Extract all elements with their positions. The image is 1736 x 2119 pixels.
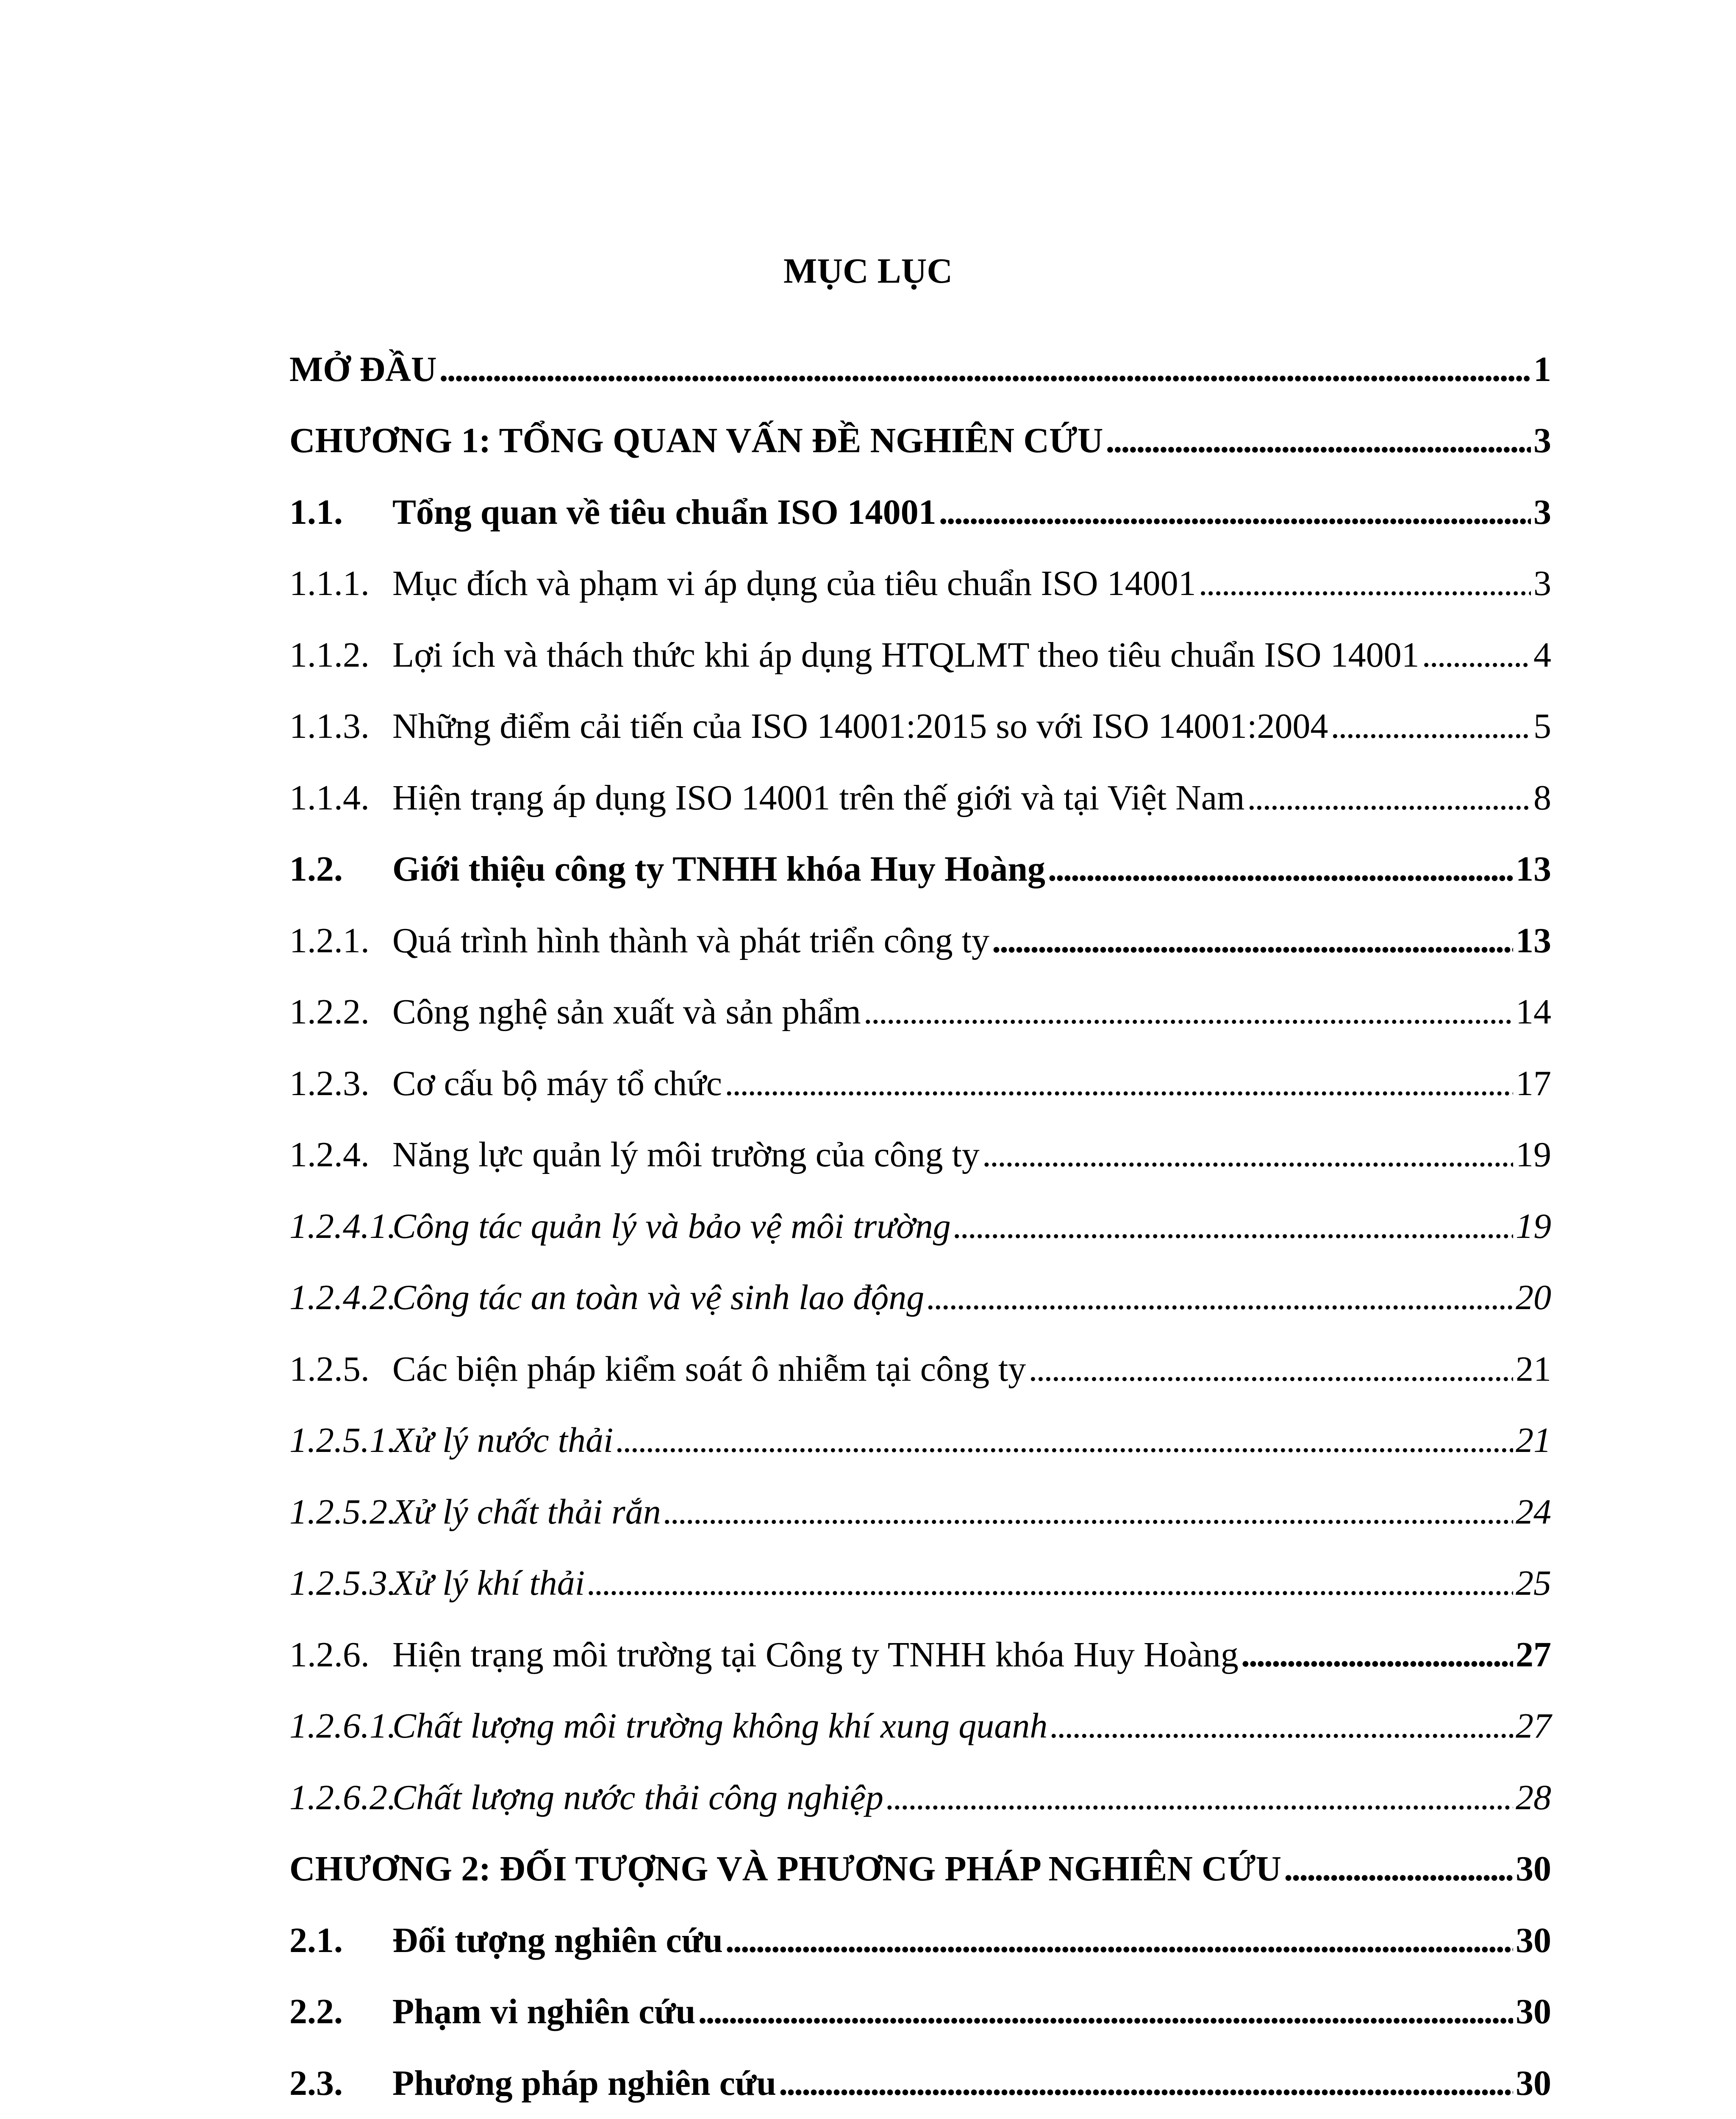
toc-entry-label: Cơ cấu bộ máy tổ chức	[392, 1063, 722, 1103]
toc-entry-page-number: 30	[1516, 1992, 1551, 2031]
toc-entry-number: 1.2.6.2.	[289, 1777, 396, 1817]
toc-entry[interactable]	[289, 1749, 1551, 1821]
toc-entry-number: 1.2.5.3.	[289, 1563, 396, 1603]
toc-entry-page-number: 21	[1516, 1349, 1551, 1389]
toc-entry[interactable]	[289, 607, 1551, 679]
toc-entry-page-number: 13	[1516, 849, 1551, 889]
toc-entry-page-number: 27	[1516, 1706, 1551, 1746]
toc-entry-page-number: 30	[1516, 1849, 1551, 1888]
toc-entry[interactable]	[289, 750, 1551, 821]
toc-entry[interactable]	[289, 1464, 1551, 1535]
toc-entry-number: 2.1.	[289, 1920, 343, 1960]
toc-entry-leader-dots	[779, 2060, 1513, 2107]
toc-entry-page-number: 30	[1516, 1920, 1551, 1960]
toc-entry-page-number: 13	[1516, 920, 1551, 960]
toc-entry-page-number: 3	[1533, 492, 1551, 532]
toc-entry-page-number: 19	[1516, 1206, 1551, 1246]
toc-entry-leader-dots	[616, 1417, 1513, 1464]
toc-entry-page-number: 3	[1533, 564, 1551, 603]
toc-entry-number: 1.2.1.	[289, 920, 369, 960]
toc-entry[interactable]	[289, 821, 1551, 893]
toc-entry-label: Giới thiệu công ty TNHH khóa Huy Hoàng	[392, 849, 1045, 889]
toc-entry-leader-dots	[1105, 417, 1531, 464]
toc-entry[interactable]	[289, 1964, 1551, 2036]
toc-entry[interactable]	[289, 964, 1551, 1036]
toc-entry-page-number: 3	[1533, 421, 1551, 460]
toc-entry-leader-dots	[886, 1774, 1513, 1821]
toc-entry[interactable]	[289, 321, 1551, 393]
toc-entry-label: Xử lý chất thải rắn	[392, 1492, 661, 1532]
toc-entry-leader-dots	[1048, 846, 1513, 893]
toc-entry[interactable]	[289, 1892, 1551, 1964]
toc-entry-label: MỞ ĐẦU	[289, 349, 437, 389]
toc-entry-leader-dots	[864, 989, 1513, 1035]
toc-entry-page-number: 30	[1516, 2063, 1551, 2103]
toc-entry[interactable]	[289, 1321, 1551, 1393]
toc-entry[interactable]	[289, 393, 1551, 464]
toc-entry-label: Hiện trạng môi trường tại Công ty TNHH khóa Huy Hoàng	[392, 1635, 1239, 1674]
toc-entry-leader-dots	[439, 346, 1531, 393]
toc-title: MỤC LỤC	[783, 251, 953, 291]
toc-entry[interactable]	[289, 1607, 1551, 1678]
toc-list	[289, 321, 1551, 2119]
toc-entry-leader-dots	[664, 1489, 1513, 1535]
toc-entry-label: Phương pháp nghiên cứu	[392, 2063, 776, 2103]
toc-entry-number: 1.1.	[289, 492, 343, 532]
toc-entry[interactable]	[289, 893, 1551, 964]
toc-entry-leader-dots	[725, 1917, 1513, 1964]
toc-entry-leader-dots	[587, 1560, 1513, 1607]
toc-entry-label: Xử lý khí thải	[392, 1563, 585, 1603]
toc-entry-label: Các biện pháp kiểm soát ô nhiễm tại công ty	[392, 1349, 1026, 1389]
toc-entry-number: 1.1.3.	[289, 706, 369, 746]
toc-entry[interactable]	[289, 536, 1551, 607]
toc-entry-label: Lợi ích và thách thức khi áp dụng HTQLMT theo tiêu chuẩn ISO 14001	[392, 635, 1419, 675]
toc-entry-leader-dots	[1422, 632, 1531, 679]
toc-entry[interactable]	[289, 679, 1551, 750]
toc-entry[interactable]	[289, 2107, 1551, 2119]
toc-entry-page-number: 25	[1516, 1563, 1551, 1603]
toc-entry-page-number: 5	[1533, 706, 1551, 746]
toc-entry[interactable]	[289, 464, 1551, 536]
toc-entry-number: 1.2.4.	[289, 1135, 369, 1174]
toc-entry[interactable]	[289, 1821, 1551, 1893]
toc-entry-label: Công nghệ sản xuất và sản phẩm	[392, 992, 861, 1032]
toc-entry-leader-dots	[939, 489, 1531, 536]
toc-entry-page-number: 14	[1516, 992, 1551, 1032]
toc-entry-page-number: 24	[1516, 1492, 1551, 1532]
toc-entry-leader-dots	[1028, 1346, 1513, 1393]
toc-entry-leader-dots	[953, 1203, 1513, 1250]
toc-entry-leader-dots	[1247, 775, 1531, 821]
toc-entry-label: Hiện trạng áp dụng ISO 14001 trên thế giới và tại Việt Nam	[392, 778, 1245, 818]
toc-entry-label: Xử lý nước thải	[392, 1421, 614, 1460]
toc-entry-page-number: 1	[1533, 349, 1551, 389]
toc-entry-leader-dots	[725, 1060, 1513, 1107]
toc-entry-page-number: 17	[1516, 1063, 1551, 1103]
toc-entry-number: 1.2.	[289, 849, 343, 889]
toc-entry-leader-dots	[1050, 1703, 1513, 1749]
toc-entry-leader-dots	[992, 918, 1513, 964]
toc-entry-label: CHƯƠNG 2: ĐỐI TƯỢNG VÀ PHƯƠNG PHÁP NGHIÊN CỨU	[289, 1849, 1282, 1888]
toc-entry[interactable]	[289, 1107, 1551, 1179]
toc-entry-number: 1.1.4.	[289, 778, 369, 818]
toc-entry-label: Phạm vi nghiên cứu	[392, 1992, 696, 2031]
toc-entry-number: 1.2.4.1.	[289, 1206, 396, 1246]
toc-entry-label: Những điểm cải tiến của ISO 14001:2015 so với ISO 14001:2004	[392, 706, 1328, 746]
toc-entry-number: 1.2.5.	[289, 1349, 369, 1389]
toc-entry[interactable]	[289, 1178, 1551, 1250]
toc-entry-leader-dots	[927, 1274, 1513, 1321]
toc-entry-leader-dots	[698, 1988, 1513, 2035]
toc-entry-label: Mục đích và phạm vi áp dụng của tiêu chuẩn ISO 14001	[392, 564, 1196, 603]
toc-entry-label: Chất lượng nước thải công nghiệp	[392, 1777, 883, 1817]
toc-entry-leader-dots	[1284, 1846, 1513, 1892]
toc-entry-label: Năng lực quản lý môi trường của công ty	[392, 1135, 980, 1174]
toc-entry[interactable]	[289, 1678, 1551, 1750]
toc-entry-number: 2.2.	[289, 1992, 343, 2031]
toc-entry[interactable]	[289, 1393, 1551, 1464]
toc-entry-number: 1.1.2.	[289, 635, 369, 675]
toc-entry-page-number: 21	[1516, 1421, 1551, 1460]
toc-entry-leader-dots	[982, 1132, 1513, 1178]
toc-entry-label: Đối tượng nghiên cứu	[392, 1920, 723, 1960]
toc-entry-label: CHƯƠNG 1: TỔNG QUAN VẤN ĐỀ NGHIÊN CỨU	[289, 421, 1103, 460]
toc-entry[interactable]	[289, 1035, 1551, 1107]
toc-entry-label: Công tác quản lý và bảo vệ môi trường	[392, 1206, 951, 1246]
toc-entry-page-number: 4	[1533, 635, 1551, 675]
toc-entry-label: Quá trình hình thành và phát triển công ty	[392, 920, 990, 960]
toc-entry-leader-dots	[1199, 560, 1531, 607]
toc-entry-number: 1.2.3.	[289, 1063, 369, 1103]
toc-entry-page-number: 19	[1516, 1135, 1551, 1174]
toc-entry-leader-dots	[1330, 703, 1531, 750]
toc-entry-label: Tổng quan về tiêu chuẩn ISO 14001	[392, 492, 936, 532]
toc-entry[interactable]	[289, 1250, 1551, 1321]
toc-entry-leader-dots	[1241, 1632, 1513, 1678]
toc-entry-number: 1.2.6.1.	[289, 1706, 396, 1746]
toc-entry-number: 1.2.6.	[289, 1635, 369, 1674]
toc-entry-number: 1.2.5.2.	[289, 1492, 396, 1532]
toc-entry-label: Chất lượng môi trường không khí xung quanh	[392, 1706, 1048, 1746]
toc-entry-label: Công tác an toàn và vệ sinh lao động	[392, 1278, 925, 1317]
toc-entry-number: 2.3.	[289, 2063, 343, 2103]
toc-entry-page-number: 27	[1516, 1635, 1551, 1674]
toc-entry[interactable]	[289, 1535, 1551, 1607]
toc-entry-number: 1.2.5.1.	[289, 1421, 396, 1460]
toc-entry[interactable]	[289, 2035, 1551, 2107]
toc-entry-number: 1.2.4.2.	[289, 1278, 396, 1317]
toc-entry-number: 1.1.1.	[289, 564, 369, 603]
toc-entry-page-number: 8	[1533, 778, 1551, 818]
toc-entry-page-number: 28	[1516, 1777, 1551, 1817]
toc-entry-page-number: 20	[1516, 1278, 1551, 1317]
toc-entry-number: 1.2.2.	[289, 992, 369, 1032]
